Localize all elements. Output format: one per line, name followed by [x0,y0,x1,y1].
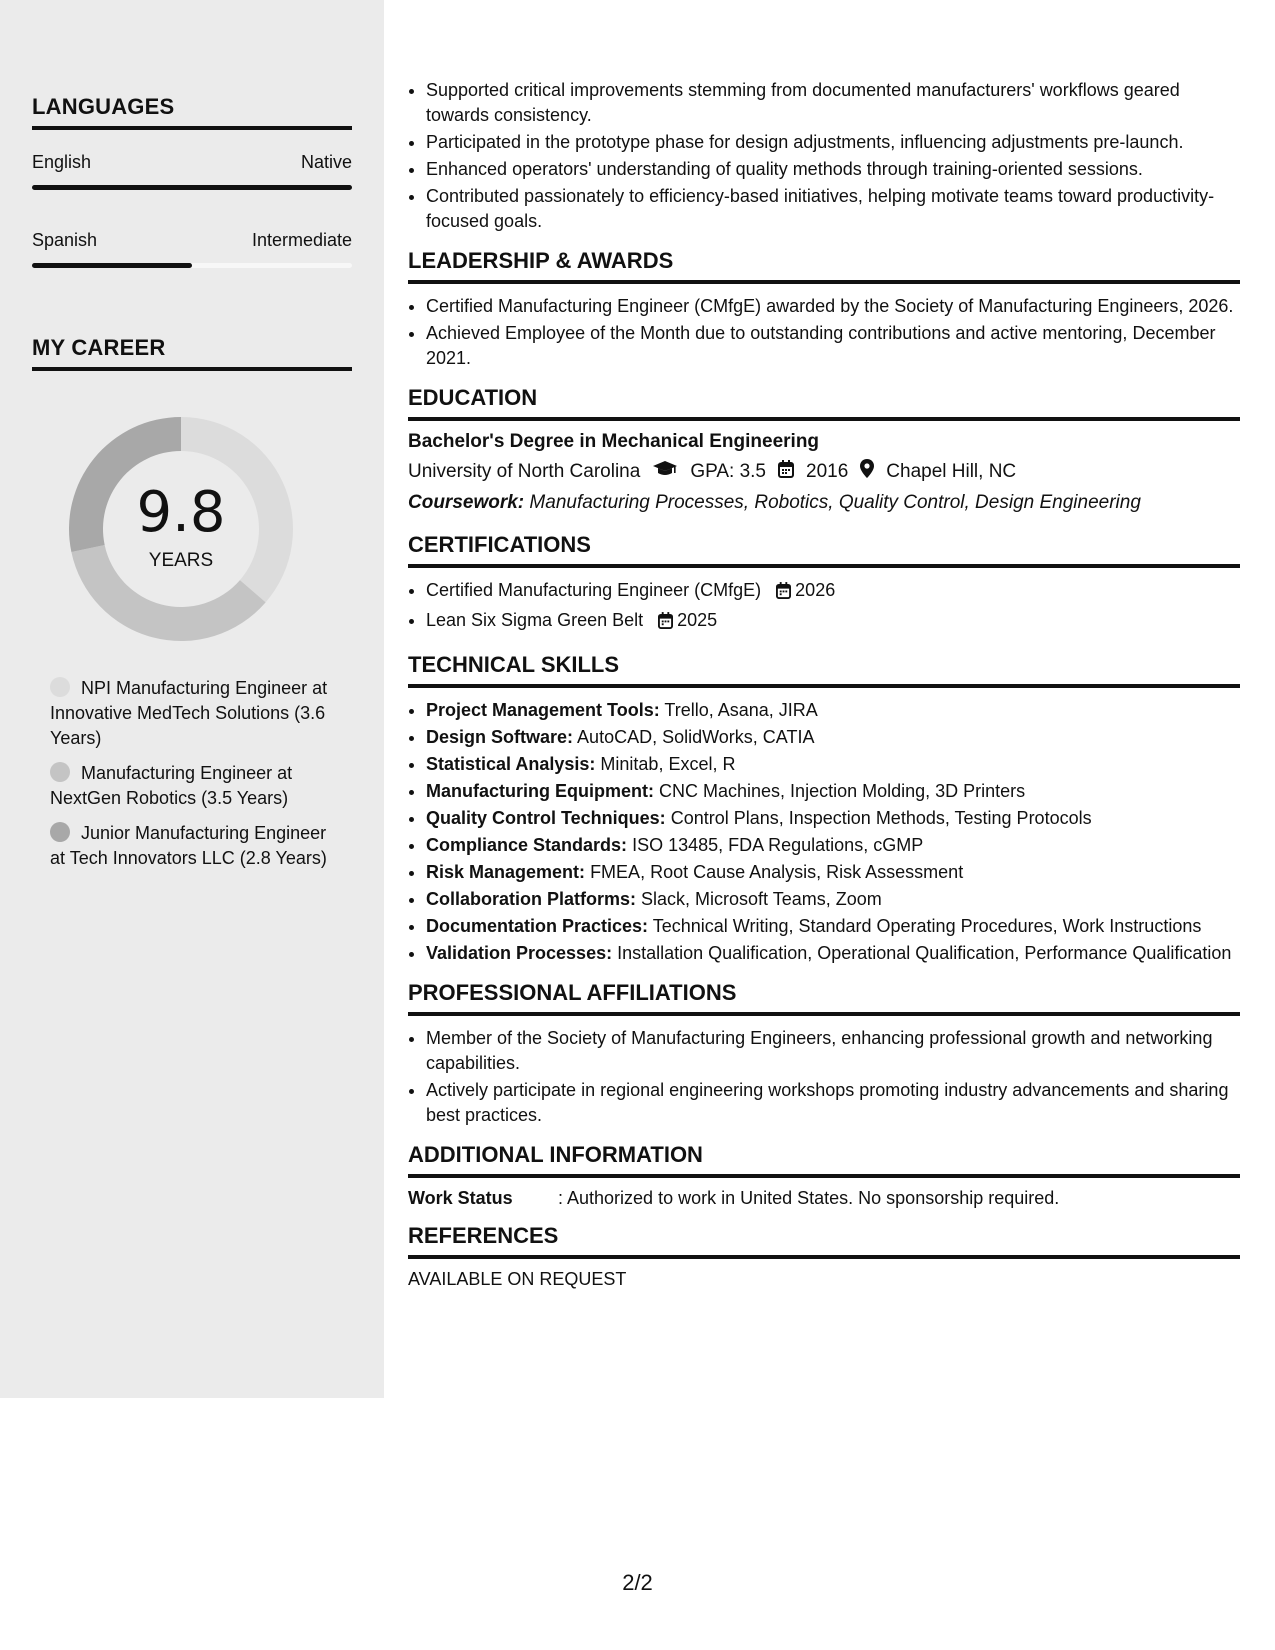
sidebar [0,0,384,1398]
career-legend-item [50,676,340,751]
list-item: • Achieved Employee of the Month due to outstanding contributions and active mentoring, December 2021. [426,321,1240,371]
list-item [426,578,1240,606]
leadership-list [408,294,1240,371]
skill-label: Project Management Tools: [426,700,660,720]
experience-bullets [408,78,1240,234]
legend-dot-icon [50,677,70,697]
references-heading: REFERENCES [408,1223,1240,1259]
language-proficiency-bar [32,263,352,268]
skill-value: FMEA, Root Cause Analysis, Risk Assessment [590,862,964,882]
calendar-icon [776,581,791,606]
skill-label: Quality Control Techniques: [426,808,666,828]
language-name: English [32,152,92,172]
skill-value: Slack, Microsoft Teams, Zoom [641,889,882,909]
language-level: Intermediate [251,230,352,250]
certification-name: Certified Manufacturing Engineer (CMfgE) [426,580,762,600]
career-total-unit: YEARS [148,550,214,571]
education-heading: EDUCATION [408,385,1240,421]
education-details [408,459,1240,484]
references-text: AVAILABLE ON REQUEST [408,1269,627,1289]
language-proficiency-bar [32,185,352,190]
skill-label: Validation Processes: [426,943,613,963]
languages-heading: LANGUAGES [32,94,352,130]
skills-list [408,698,1240,966]
location-pin-icon [860,459,874,484]
language-proficiency-fill [32,185,352,190]
career-total-years: 9.8 [136,480,226,545]
affiliations-list [408,1026,1240,1128]
legend-dot-icon [50,762,70,782]
skill-label: Statistical Analysis: [426,754,596,774]
skill-value: Minitab, Excel, R [600,754,736,774]
skill-label: Collaboration Platforms: [426,889,637,909]
gpa: GPA: 3.5 [690,460,766,482]
graduation-cap-icon [652,460,678,484]
skill-value: Trello, Asana, JIRA [664,700,818,720]
skill-label: Design Software: [426,727,574,747]
career-heading: MY CAREER [32,335,352,371]
list-item: • Member of the Society of Manufacturing Engineers, enhancing professional growth and networking capabilities. [426,1026,1240,1076]
calendar-icon [658,611,673,636]
certifications-list [408,578,1240,636]
coursework [408,492,1240,514]
skill-value: Installation Qualification, Operational Qualification, Performance Qualification [617,943,1232,963]
skill-value: AutoCAD, SolidWorks, CATIA [577,727,815,747]
certification-name: Lean Six Sigma Green Belt [426,610,644,630]
language-name: Spanish [32,230,98,250]
list-item [426,860,1240,885]
list-item [426,779,1240,804]
list-item [426,887,1240,912]
graduation-year: 2016 [806,460,849,482]
list-item [426,941,1240,966]
page-number: 2/2 [622,1570,653,1595]
legend-dot-icon [50,822,70,842]
language-level: Native [300,152,352,172]
leadership-heading: LEADERSHIP & AWARDS [408,248,1240,284]
career-legend-item [50,821,340,871]
languages-section [32,94,352,268]
skill-value: Technical Writing, Standard Operating Procedures, Work Instructions [652,916,1202,936]
list-item [426,608,1240,636]
skill-value: CNC Machines, Injection Molding, 3D Printers [659,781,1026,801]
skill-label: Risk Management: [426,862,586,882]
career-legend-item [50,761,340,811]
list-item: • Contributed passionately to efficiency-based initiatives, helping motivate teams toward productivity-focused goals. [426,184,1240,234]
career-legend [50,676,340,881]
skill-label: Documentation Practices: [426,916,649,936]
list-item: • Supported critical improvements stemming from documented manufacturers' workflows geared towards consistency. [426,78,1240,128]
language-row [32,230,352,251]
calendar-icon [778,460,794,484]
main-content [408,78,1240,1290]
career-item-text: Junior Manufacturing Engineer at Tech Innovators LLC (2.8 Years) [50,823,327,868]
list-item [426,698,1240,723]
education-location: Chapel Hill, NC [886,460,1017,482]
additional-info-heading: ADDITIONAL INFORMATION [408,1142,1240,1178]
language-proficiency-fill [32,263,192,268]
skill-label: Manufacturing Equipment: [426,781,654,801]
list-item [426,752,1240,777]
work-status-value: : Authorized to work in United States. No sponsorship required. [558,1188,1060,1208]
skill-value: ISO 13485, FDA Regulations, cGMP [632,835,924,855]
skills-heading: TECHNICAL SKILLS [408,652,1240,688]
language-row [32,152,352,173]
degree-title: Bachelor's Degree in Mechanical Engineering [408,431,820,452]
coursework-list: Manufacturing Processes, Robotics, Quality Control, Design Engineering [529,492,1141,513]
skill-label: Compliance Standards: [426,835,628,855]
list-item: • Actively participate in regional engineering workshops promoting industry advancements and sharing best practices. [426,1078,1240,1128]
coursework-label: Coursework: [408,492,525,513]
skill-value: Control Plans, Inspection Methods, Testing Protocols [670,808,1092,828]
career-donut-chart [66,414,296,644]
affiliations-heading: PROFESSIONAL AFFILIATIONS [408,980,1240,1016]
certification-year: 2025 [677,610,718,630]
school-name: University of North Carolina [408,460,641,482]
certifications-heading: CERTIFICATIONS [408,532,1240,568]
career-item-text: Manufacturing Engineer at NextGen Robotics (3.5 Years) [50,763,293,808]
work-status-row [408,1188,1240,1209]
career-item-text: NPI Manufacturing Engineer at Innovative MedTech Solutions (3.6 Years) [50,678,328,748]
list-item: • Enhanced operators' understanding of quality methods through training-oriented sessions. [426,157,1240,182]
work-status-label: Work Status [408,1188,513,1208]
list-item [426,806,1240,831]
career-section [32,335,352,371]
list-item [426,914,1240,939]
list-item [426,833,1240,858]
list-item: • Certified Manufacturing Engineer (CMfgE) awarded by the Society of Manufacturing Engineers, 2026. [426,294,1240,319]
certification-year: 2026 [795,580,836,600]
list-item [426,725,1240,750]
list-item: • Participated in the prototype phase for design adjustments, influencing adjustments pre-launch. [426,130,1240,155]
